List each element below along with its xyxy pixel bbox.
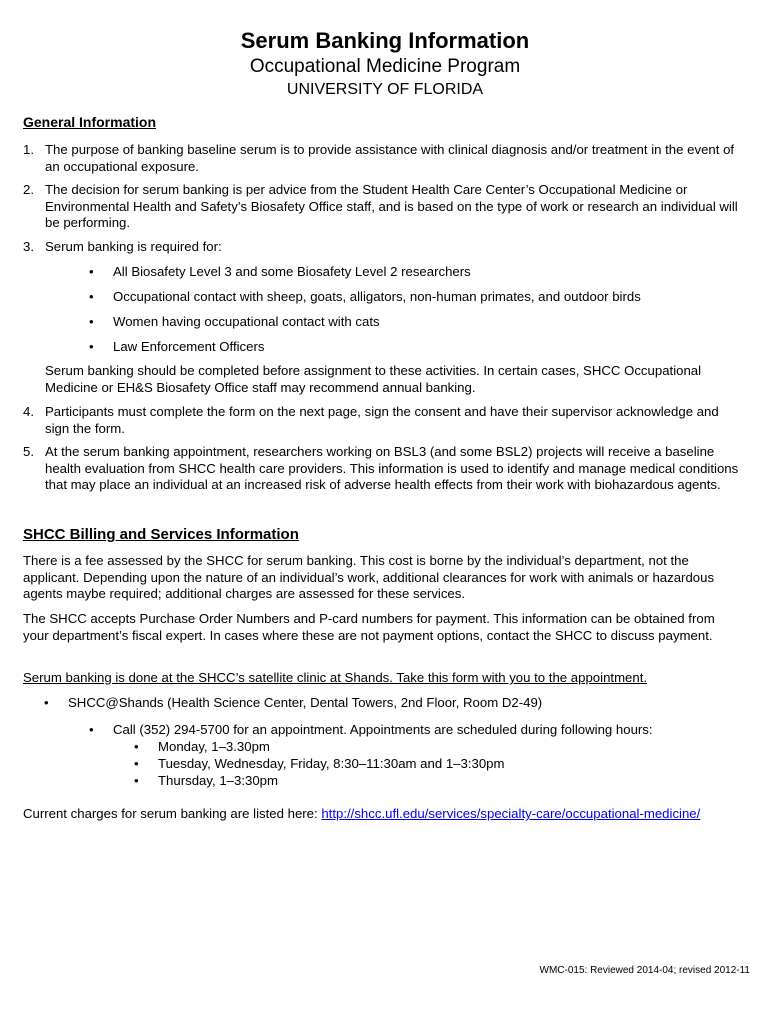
general-information-heading: General Information [23,114,157,130]
list-item: The decision for serum banking is per advice from the Student Health Care Center’s Occupational Medicine or Environmental Health and Safety’s Biosafety Office staff, and is based on the type of work or research an individual will be performing. [45,182,738,231]
appointment-call: Call (352) 294-5700 for an appointment. Appointments are scheduled during following hours: [113,722,653,737]
list-item: Participants must complete the form on the next page, sign the consent and have their supervisor acknowledge and sign the form. [45,404,719,436]
hours-item: Monday, 1–3.30pm [158,739,270,754]
item-number: 5. [23,444,34,459]
charges-line [23,806,763,823]
bullet-icon: • [44,695,49,710]
bullet-icon: • [89,339,94,354]
page-subtitle: Occupational Medicine Program [249,56,521,77]
page-title: Serum Banking Information [240,28,530,53]
list-item: Serum banking is required for: [45,239,222,254]
required-item: All Biosafety Level 3 and some Biosafety Level 2 researchers [113,264,471,279]
list-item: At the serum banking appointment, researchers working on BSL3 (and some BSL2) projects will receive a baseline health evaluation from SHCC health care providers. This information is used to identify and manage medical conditions that may place an individual at an increased risk of adverse health effects from their work with biohazardous agents. [45,444,739,493]
satellite-clinic-note: Serum banking is done at the SHCC’s satellite clinic at Shands. Take this form with you to the appointment. [23,670,648,685]
billing-paragraph: There is a fee assessed by the SHCC for serum banking. This cost is borne by the individual’s department, not the applicant. Depending upon the nature of an individual’s work, additional clearances for work with animals or hazardous agents maybe required; additional charges are assessed for these services. [23,553,715,602]
bullet-icon: • [89,722,94,737]
item-number: 3. [23,239,34,254]
required-item: Women having occupational contact with cats [113,314,380,329]
hours-item: Thursday, 1–3:30pm [158,773,278,788]
bullet-icon: • [134,756,139,771]
bullet-icon: • [134,739,139,754]
bullet-icon: • [89,314,94,329]
clinic-location: SHCC@Shands (Health Science Center, Dental Towers, 2nd Floor, Room D2-49) [68,695,543,710]
item-number: 1. [23,142,34,157]
footer-revision: WMC-015: Reviewed 2014-04; revised 2012-11 [539,965,750,976]
list-item: The purpose of banking baseline serum is to provide assistance with clinical diagnosis and/or treatment in the event of an occupational exposure. [45,142,735,174]
required-item: Law Enforcement Officers [113,339,265,354]
bullet-icon: • [89,289,94,304]
hours-item: Tuesday, Wednesday, Friday, 8:30–11:30am and 1–3:30pm [158,756,505,771]
charges-link[interactable]: http://shcc.ufl.edu/services/specialty-care/occupational-medicine/ [321,806,701,821]
charges-label: Current charges for serum banking are listed here: [23,806,322,821]
serum-banking-note: Serum banking should be completed before assignment to these activities. In certain cases, SHCC Occupational Medicine or EH&S Biosafety Office staff may recommend annual banking. [45,363,702,395]
billing-heading: SHCC Billing and Services Information [23,526,299,543]
university-name: UNIVERSITY OF FLORIDA [286,81,484,98]
required-item: Occupational contact with sheep, goats, alligators, non-human primates, and outdoor birds [113,289,641,304]
item-number: 2. [23,182,34,197]
item-number: 4. [23,404,34,419]
payment-paragraph: The SHCC accepts Purchase Order Numbers and P-card numbers for payment. This information can be obtained from your department’s fiscal expert. In cases where these are not payment options, contact the SHCC to discuss payment. [23,611,715,643]
bullet-icon: • [89,264,94,279]
bullet-icon: • [134,773,139,788]
